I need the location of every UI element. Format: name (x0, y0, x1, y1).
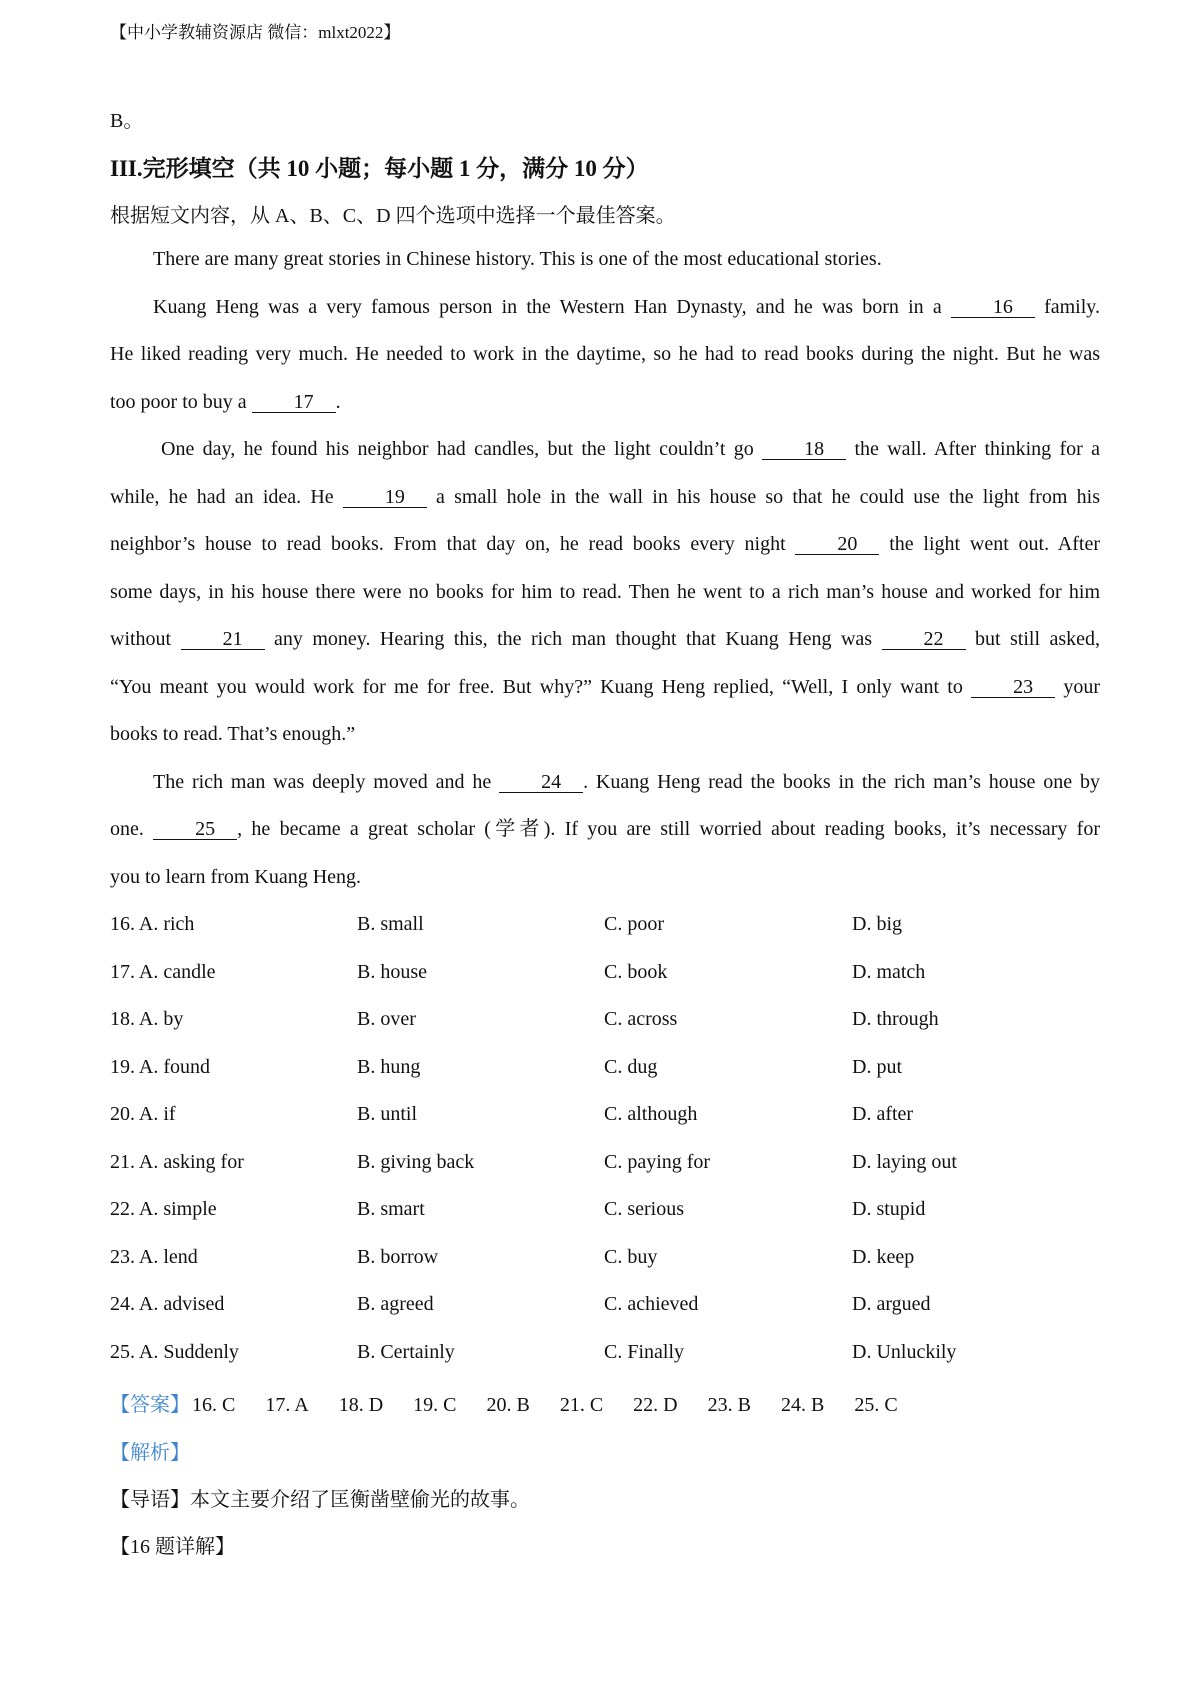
blank-16: 16 (951, 297, 1035, 318)
passage-text: . (335, 390, 341, 413)
blank-17: 17 (252, 392, 336, 413)
passage-line (153, 247, 1100, 271)
option-d: D. put (852, 1055, 902, 1078)
option-c: C. although (604, 1103, 698, 1125)
option-c: C. book (604, 960, 668, 983)
option-a: 24. A. advised (110, 1293, 225, 1315)
option-a: 22. A. simple (110, 1198, 217, 1220)
blank-22: 22 (882, 629, 966, 650)
option-b: B. small (357, 913, 424, 935)
answer-item: 16. C (192, 1394, 236, 1416)
option-a: 18. A. by (110, 1008, 184, 1030)
passage-text: One day, he found his neighbor had candles, but the light couldn’t go (161, 438, 763, 460)
option-c: C. Finally (604, 1340, 685, 1363)
watermark-header: 【中小学教辅资源店 微信：mlxt2022】 (110, 23, 401, 42)
option-c: C. buy (604, 1245, 658, 1268)
answer-item: 24. B (780, 1394, 825, 1416)
blank-24: 24 (499, 772, 583, 793)
option-d: D. through (852, 1008, 939, 1030)
option-b: B. smart (357, 1198, 425, 1220)
option-c: C. paying for (604, 1150, 711, 1173)
option-b: B. borrow (357, 1245, 439, 1268)
option-d: D. keep (852, 1245, 915, 1268)
option-d: D. stupid (852, 1198, 926, 1220)
option-c: C. poor (604, 913, 664, 935)
answer-row (110, 1388, 958, 1417)
instruction: 根据短文内容，从 A、B、C、D 四个选项中选择一个最佳答案。 (110, 205, 676, 227)
blank-19: 19 (343, 487, 427, 508)
passage-text: any money. Hearing this, the rich man thought that Kuang Heng was (264, 628, 882, 650)
passage-text: . Kuang Heng read the books in the rich man’s house one by (583, 770, 1100, 793)
passage-text: but still asked, (965, 628, 1100, 650)
option-d: D. after (852, 1103, 914, 1125)
option-c: C. across (604, 1008, 678, 1030)
analysis-label: 【解析】 (110, 1442, 190, 1464)
passage-line (110, 532, 1100, 556)
option-a: 25. A. Suddenly (110, 1340, 239, 1363)
option-b: B. house (357, 960, 427, 983)
option-d: D. match (852, 960, 926, 983)
passage-line (153, 770, 1100, 794)
passage-text: family. (1034, 295, 1100, 318)
passage-line (110, 485, 1100, 509)
passage-text: The rich man was deeply moved and he (153, 770, 500, 793)
passage-text: while, he had an idea. He (110, 485, 343, 508)
answer-item: 21. C (559, 1394, 604, 1416)
passage-line (110, 342, 1100, 366)
passage-line (110, 817, 1100, 841)
passage-line (110, 722, 1100, 746)
passage-text: There are many great stories in Chinese history. This is one of the most educational stories. (153, 248, 882, 270)
blank-18: 18 (762, 439, 846, 460)
option-c: C. achieved (604, 1293, 699, 1315)
option-d: D. big (852, 913, 902, 935)
answer-item: 19. C (413, 1394, 457, 1416)
passage-text: the light went out. After (879, 533, 1100, 555)
option-c: C. dug (604, 1055, 658, 1078)
answer-item: 22. D (633, 1394, 678, 1416)
option-b: B. until (357, 1103, 418, 1125)
option-a: 21. A. asking for (110, 1150, 244, 1173)
passage-line (110, 675, 1100, 699)
option-c: C. serious (604, 1198, 684, 1220)
previous-answer: B。 (110, 110, 144, 132)
passage-line (110, 865, 1100, 889)
passage-line (110, 627, 1100, 651)
blank-25: 25 (153, 819, 237, 840)
option-b: B. hung (357, 1055, 421, 1078)
answer-item: 18. D (338, 1394, 384, 1416)
passage-text: Kuang Heng was a very famous person in the Western Han Dynasty, and he was born in a (153, 295, 951, 318)
passage-text: neighbor’s house to read books. From that day on, he read books every night (110, 533, 796, 555)
passage-text: a small hole in the wall in his house so that he could use the light from his (426, 485, 1101, 508)
option-b: B. over (357, 1008, 416, 1030)
passage-text: some days, in his house there were no books for him to read. Then he went to a rich man’s house and worked for him (110, 580, 1100, 603)
option-d: D. Unluckily (852, 1340, 957, 1363)
passage-line (161, 437, 1100, 461)
option-a: 20. A. if (110, 1103, 176, 1125)
passage-text: the wall. After thinking for a (846, 438, 1101, 460)
option-b: B. Certainly (357, 1340, 455, 1363)
passage-text: without (110, 628, 181, 650)
option-d: D. laying out (852, 1150, 957, 1173)
answer-item: 23. B (707, 1394, 751, 1416)
passage-text: “You meant you would work for me for free. But why?” Kuang Heng replied, “Well, I only want to (110, 675, 972, 698)
option-a: 23. A. lend (110, 1245, 198, 1268)
passage-line (110, 390, 1100, 414)
passage-line (110, 580, 1100, 604)
passage-text: books to read. That’s enough.” (110, 723, 356, 745)
q16-detail-heading: 【16 题详解】 (110, 1536, 235, 1558)
passage-text: He liked reading very much. He needed to work in the daytime, so he had to read books during the night. But he was (110, 343, 1100, 365)
section-title: III.完形填空（共 10 小题；每小题 1 分，满分 10 分） (110, 156, 649, 181)
intro-text: 【导语】本文主要介绍了匡衡凿壁偷光的故事。 (110, 1489, 530, 1511)
passage-text: you to learn from Kuang Heng. (110, 865, 362, 888)
answer-item: 17. A (265, 1394, 309, 1416)
option-a: 17. A. candle (110, 960, 216, 983)
option-b: B. agreed (357, 1293, 434, 1315)
passage-line (153, 295, 1100, 319)
passage-text: one. (110, 818, 154, 840)
answer-label: 【答案】 (110, 1394, 190, 1416)
answer-item: 25. C (854, 1394, 898, 1416)
option-a: 19. A. found (110, 1055, 210, 1078)
option-d: D. argued (852, 1293, 931, 1315)
passage-text: , he became a great scholar (学者). If you are still worried about reading books, it’s necessary for (237, 818, 1100, 840)
passage-text: your (1055, 675, 1100, 698)
blank-20: 20 (795, 534, 879, 555)
option-b: B. giving back (357, 1150, 475, 1173)
answer-item: 20. B (486, 1394, 530, 1416)
passage-text: too poor to buy a (110, 390, 252, 413)
blank-21: 21 (181, 629, 265, 650)
blank-23: 23 (971, 677, 1055, 698)
option-a: 16. A. rich (110, 913, 195, 935)
